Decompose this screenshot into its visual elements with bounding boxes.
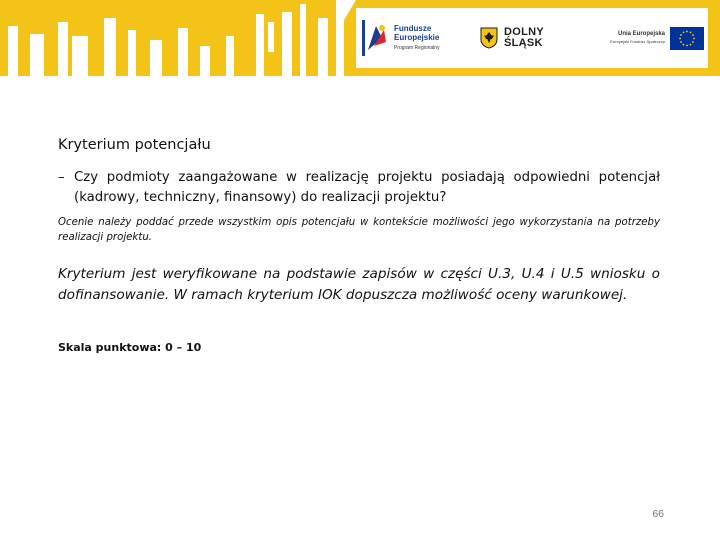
region-logo-line1: DOLNY <box>504 26 544 38</box>
banner-decor-block <box>256 14 264 76</box>
banner-decor-block <box>318 18 328 76</box>
banner-decor-block <box>58 22 68 76</box>
criterion-question <box>58 168 660 208</box>
eu-flag-icon <box>670 27 704 50</box>
banner-decor-block <box>104 18 116 76</box>
funds-logo-line3: Program Regionalny <box>394 44 440 51</box>
banner-decor-block <box>128 30 136 76</box>
funds-star-icon <box>362 20 388 56</box>
funds-logo <box>362 8 472 68</box>
bullet-dash: – <box>58 170 65 185</box>
eu-logo <box>578 8 704 68</box>
banner-decor-block <box>30 34 44 76</box>
funds-logo-line1: Fundusze <box>394 23 432 33</box>
banner-decor-block <box>8 26 18 76</box>
eu-logo-line1: Unia Europejska <box>617 31 665 37</box>
banner-decor-block <box>226 36 234 76</box>
header-banner <box>0 0 720 76</box>
criterion-question-text: Czy podmioty zaangażowane w realizację projektu posiadają odpowiedni potencjał (kadrowy, techniczny, finansowy) do realizacji projektu? <box>74 170 660 205</box>
eagle-crest-icon <box>480 27 498 49</box>
banner-decor-block <box>178 28 188 76</box>
eu-logo-line2: Europejski Fundusz Społeczny <box>610 39 665 44</box>
logo-strip <box>356 8 708 68</box>
banner-decor-block <box>300 4 306 76</box>
banner-decor-triangle <box>344 0 356 20</box>
banner-decor-block <box>336 0 344 76</box>
banner-decor-block <box>268 22 274 52</box>
verification-basis: Kryterium jest weryfikowane na podstawie zapisów w części U.3, U.4 i U.5 wniosku o dofinansowanie. W ramach kryterium IOK dopuszcza możliwość oceny warunkowej. <box>58 266 660 303</box>
assessment-note: Ocenie należy poddać przede wszystkim opis potencjału w kontekście możliwości jego wykorzystania na potrzeby realizacji projektu. <box>58 217 660 243</box>
banner-decor-block <box>150 40 162 76</box>
banner-decor-block <box>282 12 292 76</box>
banner-decor-block <box>72 36 88 76</box>
banner-decor-block <box>200 46 210 76</box>
region-logo <box>480 8 566 68</box>
funds-logo-line2: Europejskie <box>394 32 440 42</box>
page-number: 66 <box>652 508 664 520</box>
region-logo-line2: ŚLĄSK <box>504 37 543 49</box>
point-scale: Skala punktowa: 0 – 10 <box>58 341 202 354</box>
slide-title: Kryterium potencjału <box>58 137 211 153</box>
